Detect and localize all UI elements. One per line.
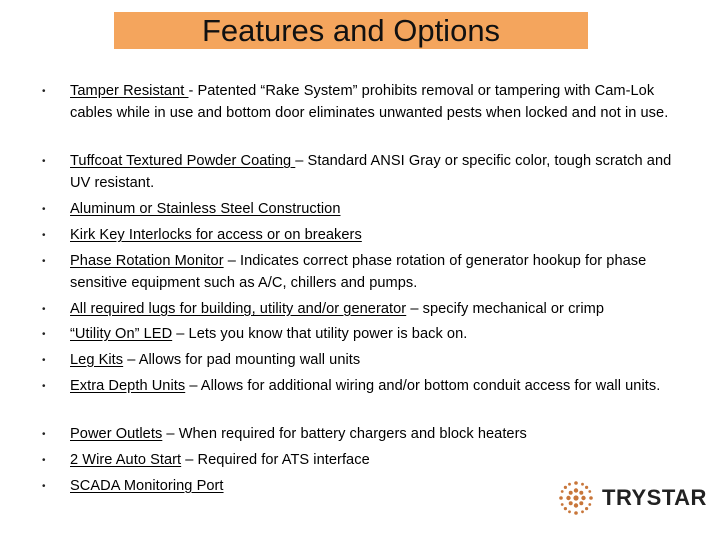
item-term: Tuffcoat Textured Powder Coating — [70, 153, 296, 169]
list-item — [42, 350, 680, 372]
bullet-icon: • — [42, 204, 46, 215]
list-item — [42, 299, 680, 321]
bullet-icon: • — [42, 429, 46, 440]
item-desc: – specify mechanical or crimp — [406, 301, 604, 317]
item-term: “Utility On” LED — [70, 326, 173, 342]
item-desc: – Lets you know that utility power is back on. — [172, 326, 468, 342]
item-desc: – Allows for additional wiring and/or bottom conduit access for wall units. — [185, 378, 661, 394]
bullet-icon: • — [42, 156, 46, 167]
item-desc: – When required for battery chargers and block heaters — [162, 426, 527, 442]
list-item — [42, 81, 680, 124]
list-item — [42, 376, 680, 398]
item-term: Kirk Key Interlocks for access or on breakers — [70, 227, 362, 243]
item-desc: – Allows for pad mounting wall units — [123, 352, 361, 368]
list-item — [42, 151, 680, 194]
item-term: 2 Wire Auto Start — [70, 452, 182, 468]
bullet-icon: • — [42, 256, 46, 267]
list-item — [42, 199, 680, 221]
bullet-icon: • — [42, 230, 46, 241]
bullet-icon: • — [42, 481, 46, 492]
item-desc: - Patented “Rake System” prohibits removal or tampering with Cam-Lok cables while in use and bottom door eliminates unwanted pests when locked and not in use. — [70, 83, 669, 121]
bullet-icon: • — [42, 355, 46, 366]
item-desc: – Indicates correct phase rotation of generator hookup for phase sensitive equipment such as A/C, chillers and pumps. — [70, 253, 647, 291]
bullet-icon: • — [42, 86, 46, 97]
item-term: Tamper Resistant — [70, 83, 189, 99]
page-title: Features and Options — [201, 13, 501, 48]
bullet-icon: • — [42, 329, 46, 340]
bullet-icon: • — [42, 455, 46, 466]
list-item — [42, 450, 680, 472]
trystar-logo — [556, 475, 707, 521]
item-term: Phase Rotation Monitor — [70, 253, 224, 269]
bullet-icon: • — [42, 381, 46, 392]
item-term: Power Outlets — [70, 426, 163, 442]
item-desc: – Required for ATS interface — [181, 452, 370, 468]
title-bar — [114, 12, 588, 49]
item-term: All required lugs for building, utility and/or generator — [70, 301, 407, 317]
logo-text: TRYSTAR — [602, 485, 707, 510]
list-item — [42, 251, 680, 294]
item-term: Leg Kits — [70, 352, 124, 368]
item-term: Aluminum or Stainless Steel Construction — [70, 201, 341, 217]
item-term: SCADA Monitoring Port — [70, 478, 224, 494]
dot-burst-icon — [556, 478, 596, 518]
item-term: Extra Depth Units — [70, 378, 186, 394]
list-item — [42, 225, 680, 247]
bullet-icon: • — [42, 304, 46, 315]
list-item — [42, 324, 680, 346]
item-desc: – Standard ANSI Gray or specific color, tough scratch and UV resistant. — [70, 153, 672, 191]
list-item — [42, 424, 680, 446]
